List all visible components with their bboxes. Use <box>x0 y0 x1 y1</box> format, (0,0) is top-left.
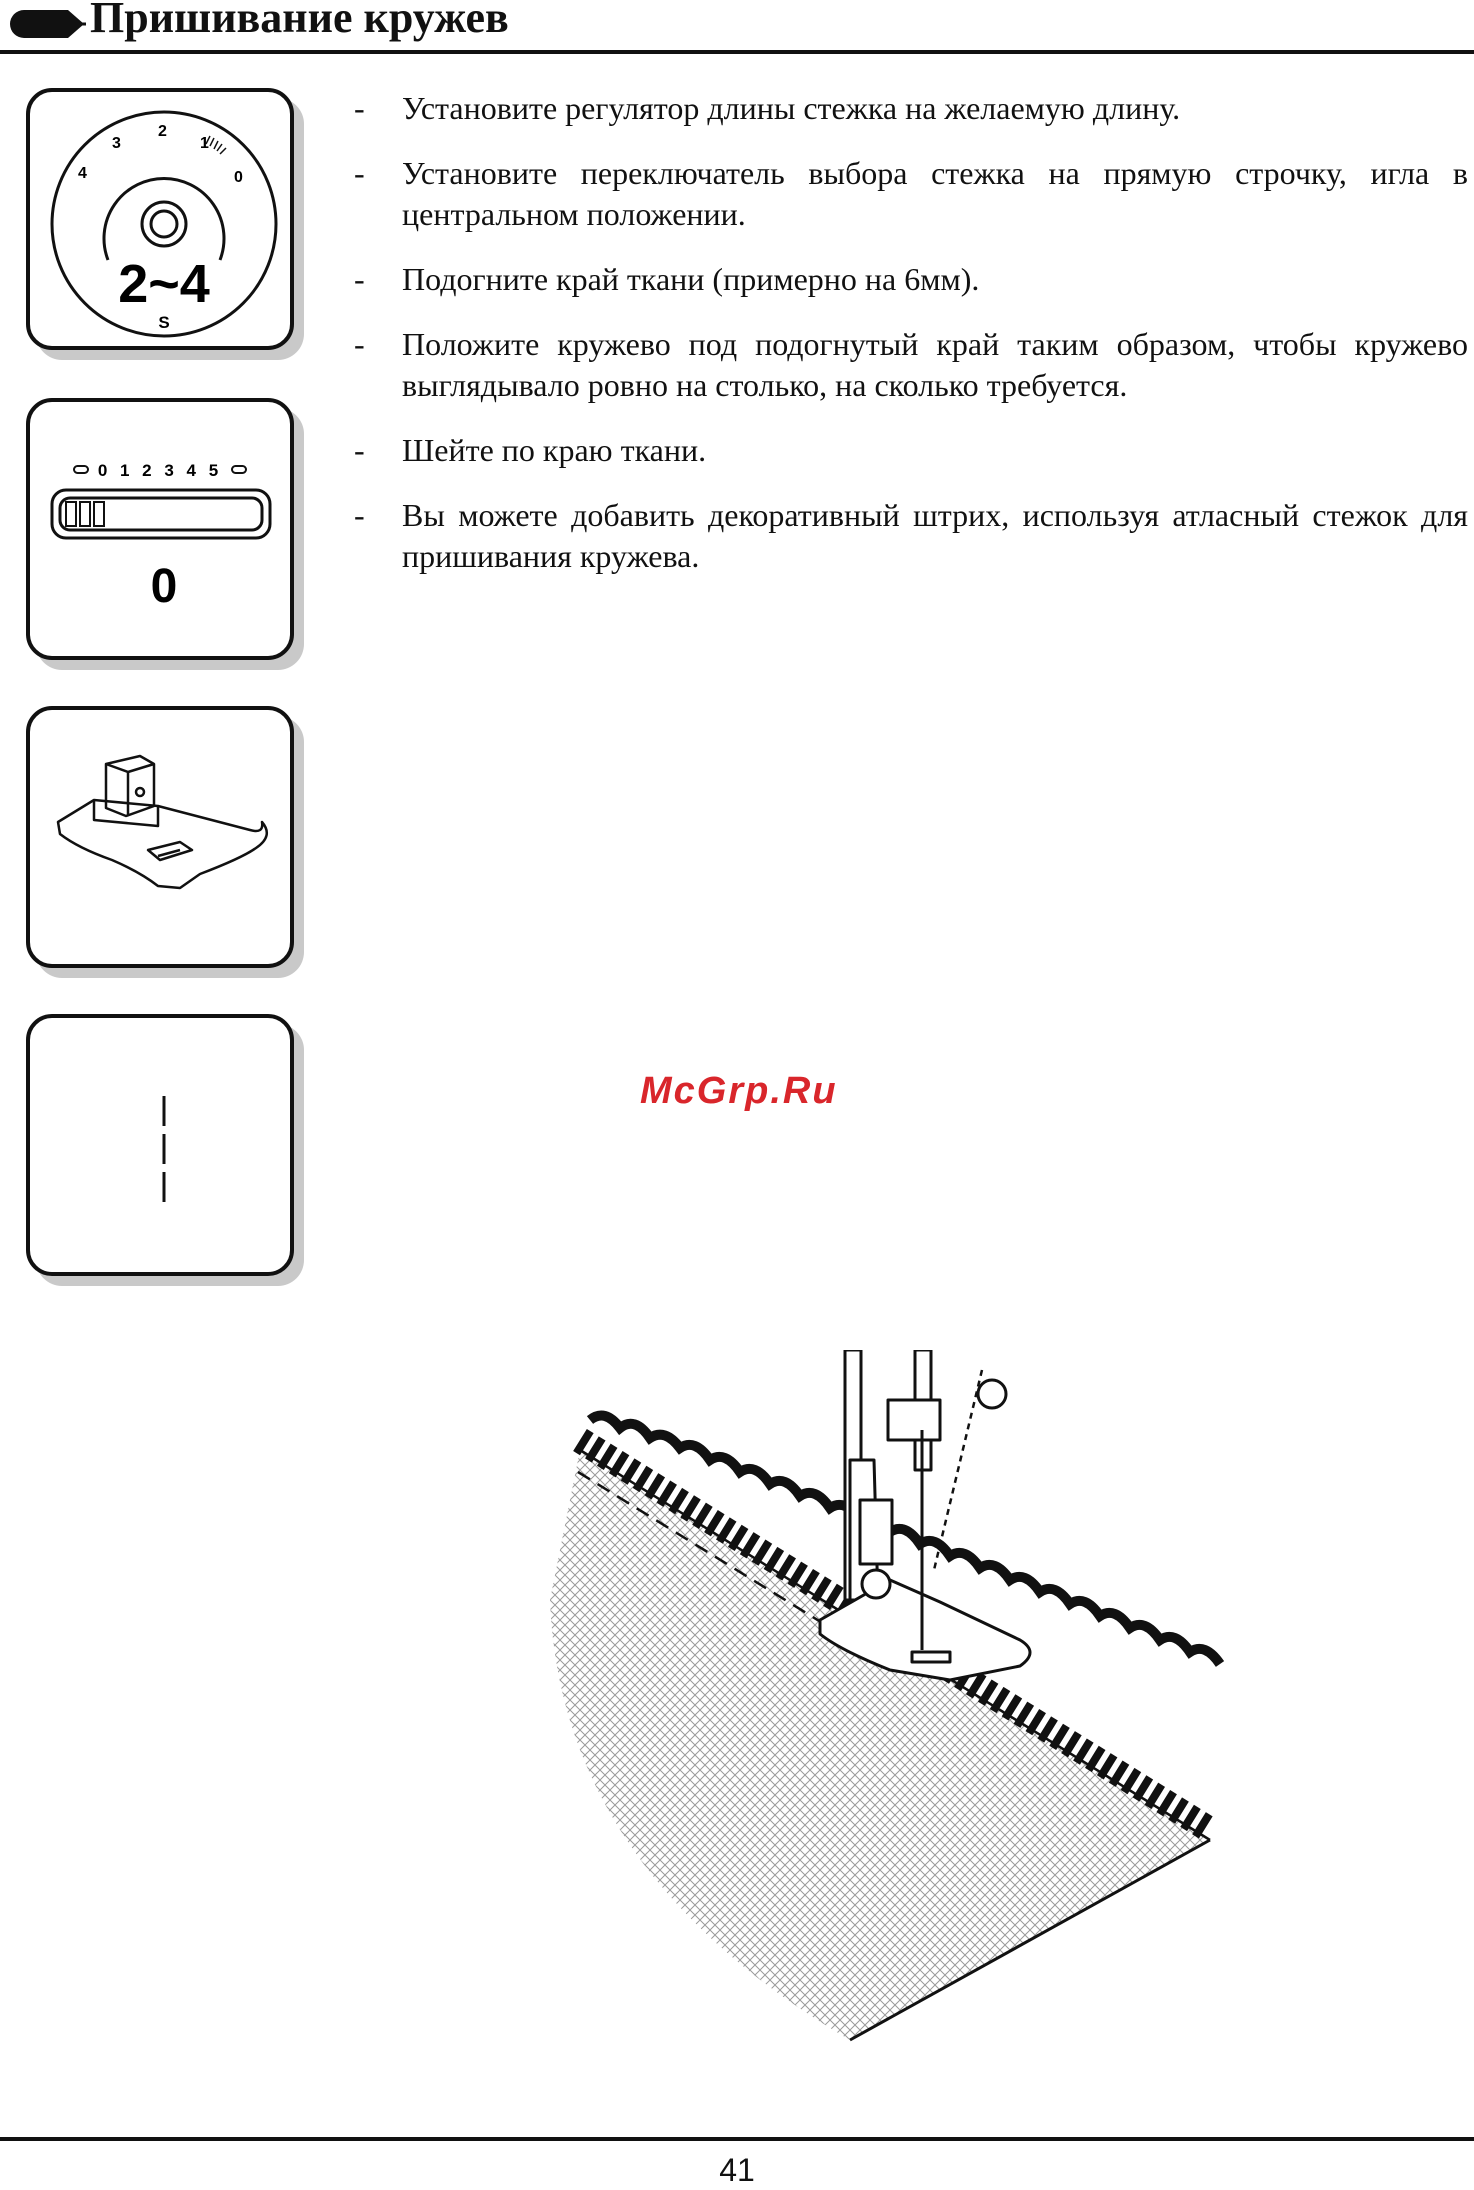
straight-stitch-icon <box>30 1018 290 1272</box>
watermark: McGrp.Ru <box>640 1070 838 1112</box>
zigzag-presser-foot-icon <box>30 710 290 964</box>
page-title: Пришивание кружев <box>90 0 509 42</box>
stitch-pattern-panel <box>26 1014 294 1276</box>
page-header <box>0 0 1474 56</box>
dial-number-2: 2 <box>158 123 167 140</box>
instruction-item: - Положите кружево под подогнутый край таким образом, чтобы кружево выглядывало ровно на столько, на сколько требуется. <box>350 324 1468 406</box>
sewing-lace-illustration <box>520 1350 1320 2050</box>
stitch-length-value: 2~4 <box>118 254 210 314</box>
dial-number-1: 1 <box>200 135 209 152</box>
stitch-width-selector-icon <box>30 402 290 656</box>
footer-divider <box>0 2137 1474 2141</box>
pointer-tab-icon <box>10 6 88 42</box>
instruction-item: - Установите переключатель выбора стежка на прямую строчку, игла в центральном положении. <box>350 153 1468 235</box>
instruction-item: - Подогните край ткани (примерно на 6мм). <box>350 259 1468 300</box>
instruction-item: - Шейте по краю ткани. <box>350 430 1468 471</box>
stitch-length-dial-icon <box>30 92 290 346</box>
stitch-length-panel <box>26 88 294 350</box>
instruction-list <box>350 88 1468 601</box>
instruction-item: - Установите регулятор длины стежка на желаемую длину. <box>350 88 1468 129</box>
dial-number-4: 4 <box>78 165 87 182</box>
header-divider <box>0 50 1474 54</box>
width-scale: 0 1 2 3 4 5 <box>97 461 223 480</box>
page-number: 41 <box>719 2152 755 2188</box>
dial-number-0: 0 <box>234 169 243 186</box>
instruction-item: - Вы можете добавить декоративный штрих, используя атласный стежок для пришивания кружева. <box>350 495 1468 577</box>
stitch-width-value: 0 <box>150 560 178 613</box>
dial-s-label: S <box>158 313 170 332</box>
dial-number-3: 3 <box>112 135 121 152</box>
presser-foot-panel <box>26 706 294 968</box>
stitch-width-panel <box>26 398 294 660</box>
